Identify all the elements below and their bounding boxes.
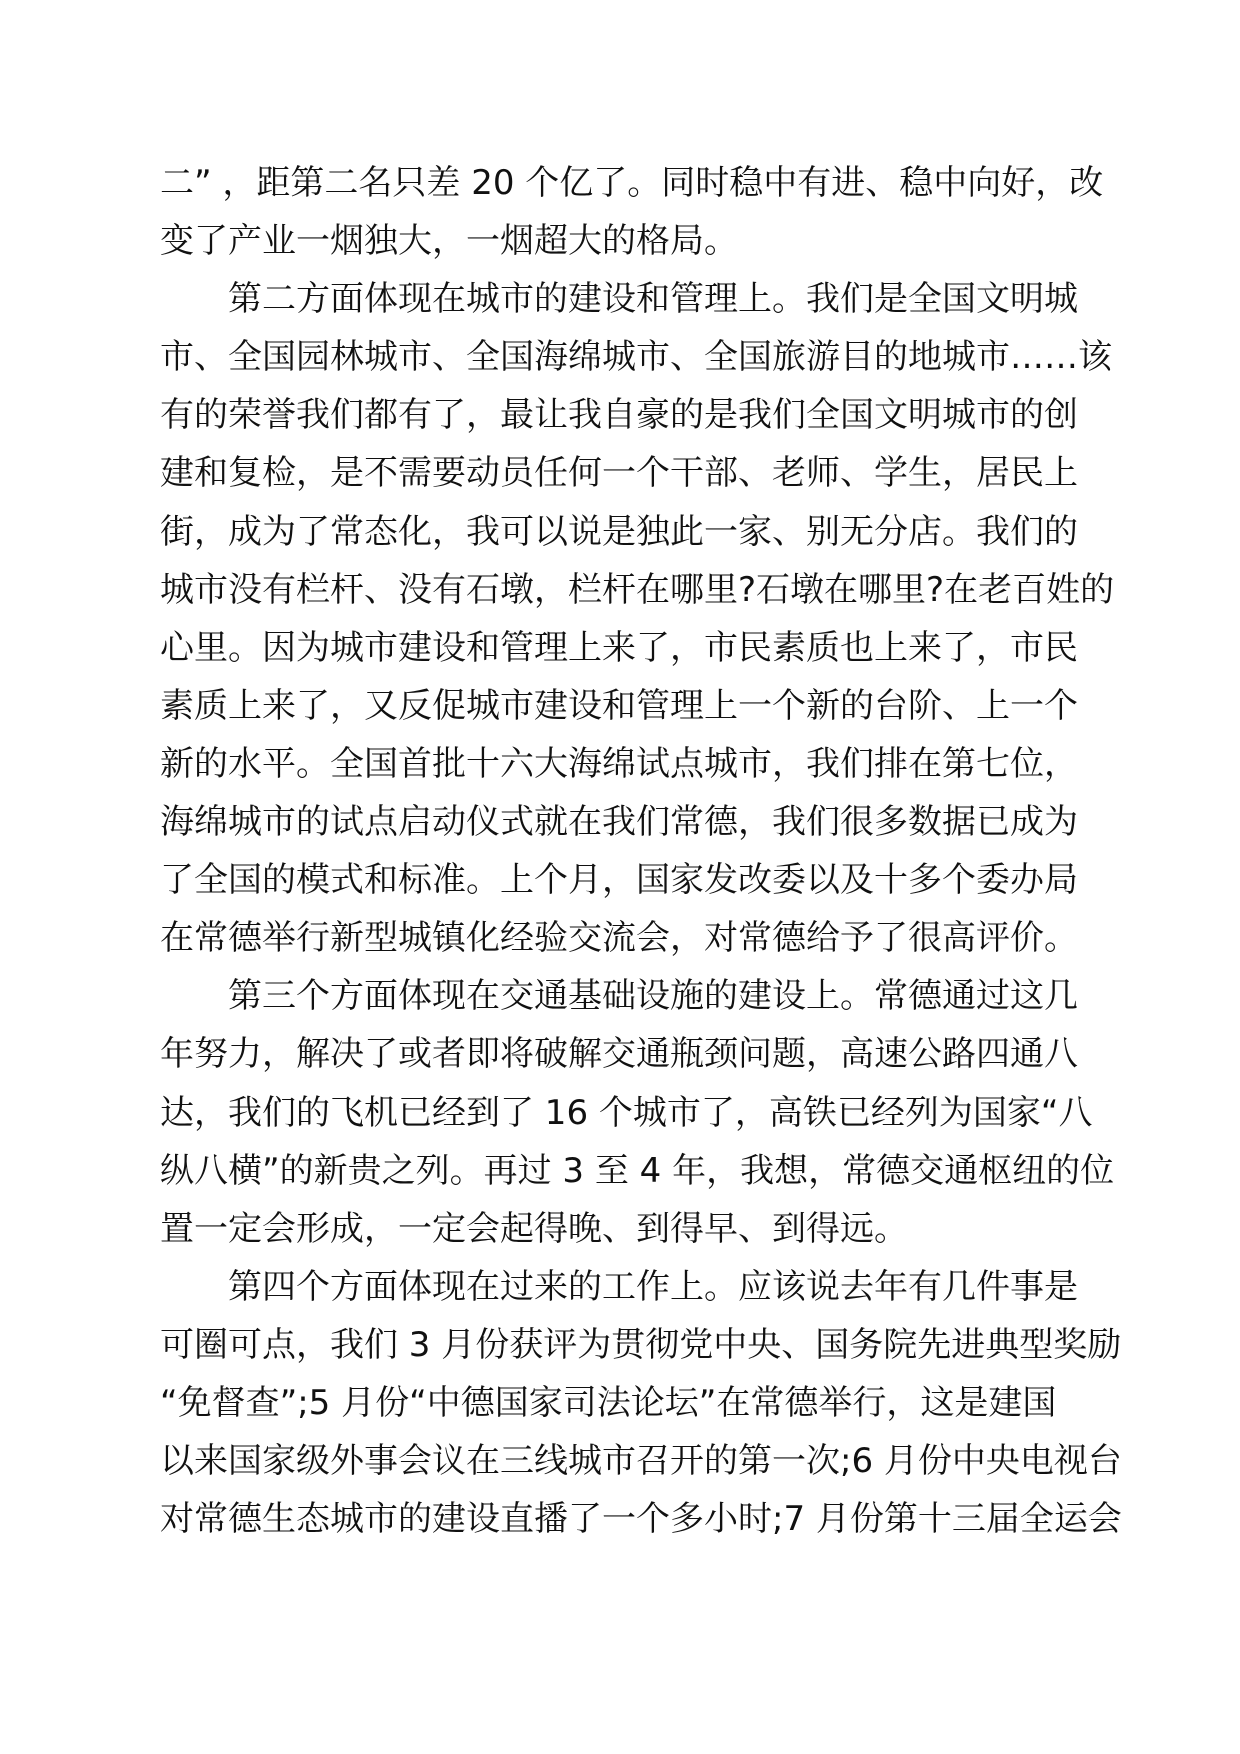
text-line: 可圈可点，我们 3 月份获评为贯彻党中央、国务院先进典型奖励 [160,1324,1122,1365]
text-line: 心里。因为城市建设和管理上来了，市民素质也上来了，市民 [160,627,1078,668]
text-line: 在常德举行新型城镇化经验交流会，对常德给予了很高评价。 [160,918,1078,959]
text-line: “免督查”;5 月份“中德国家司法论坛”在常德举行，这是建国 [160,1382,1057,1423]
text-line: 年努力，解决了或者即将破解交通瓶颈问题，高速公路四通八 [160,1034,1078,1075]
paragraph-start-line: 第三个方面体现在交通基础设施的建设上。常德通过这几 [160,976,1078,1017]
body-text [160,154,1122,1548]
text-line: 新的水平。全国首批十六大海绵试点城市，我们排在第七位， [160,743,1078,784]
text-line: 达，我们的飞机已经到了 16 个城市了，高铁已经列为国家“八 [160,1092,1093,1133]
text-line: 纵八横”的新贵之列。再过 3 至 4 年，我想，常德交通枢纽的位 [160,1150,1115,1191]
text-line: 海绵城市的试点启动仪式就在我们常德，我们很多数据已成为 [160,802,1078,843]
text-line: 对常德生态城市的建设直播了一个多小时;7 月份第十三届全运会 [160,1499,1122,1540]
paragraph-start-line: 第四个方面体现在过来的工作上。应该说去年有几件事是 [160,1266,1078,1307]
text-line: 城市没有栏杆、没有石墩，栏杆在哪里?石墩在哪里?在老百姓的 [160,569,1115,610]
text-line: 置一定会形成，一定会起得晚、到得早、到得远。 [160,1208,908,1249]
text-line: 二” ，距第二名只差 20 个亿了。同时稳中有进、稳中向好，改 [160,163,1104,203]
text-line: 建和复检，是不需要动员任何一个干部、老师、学生，居民上 [160,453,1078,494]
text-line: 市、全国园林城市、全国海绵城市、全国旅游目的地城市……该 [160,337,1112,378]
text-line: 有的荣誉我们都有了，最让我自豪的是我们全国文明城市的创 [160,395,1078,436]
text-line: 了全国的模式和标准。上个月，国家发改委以及十多个委办局 [160,860,1078,901]
text-line: 变了产业一烟独大，一烟超大的格局。 [160,221,738,262]
text-line: 街，成为了常态化，我可以说是独此一家、别无分店。我们的 [160,511,1078,552]
text-line: 以来国家级外事会议在三线城市召开的第一次;6 月份中央电视台 [160,1441,1122,1482]
text-line: 素质上来了，又反促城市建设和管理上一个新的台阶、上一个 [160,685,1078,726]
paragraph-start-line: 第二方面体现在城市的建设和管理上。我们是全国文明城 [160,279,1078,320]
